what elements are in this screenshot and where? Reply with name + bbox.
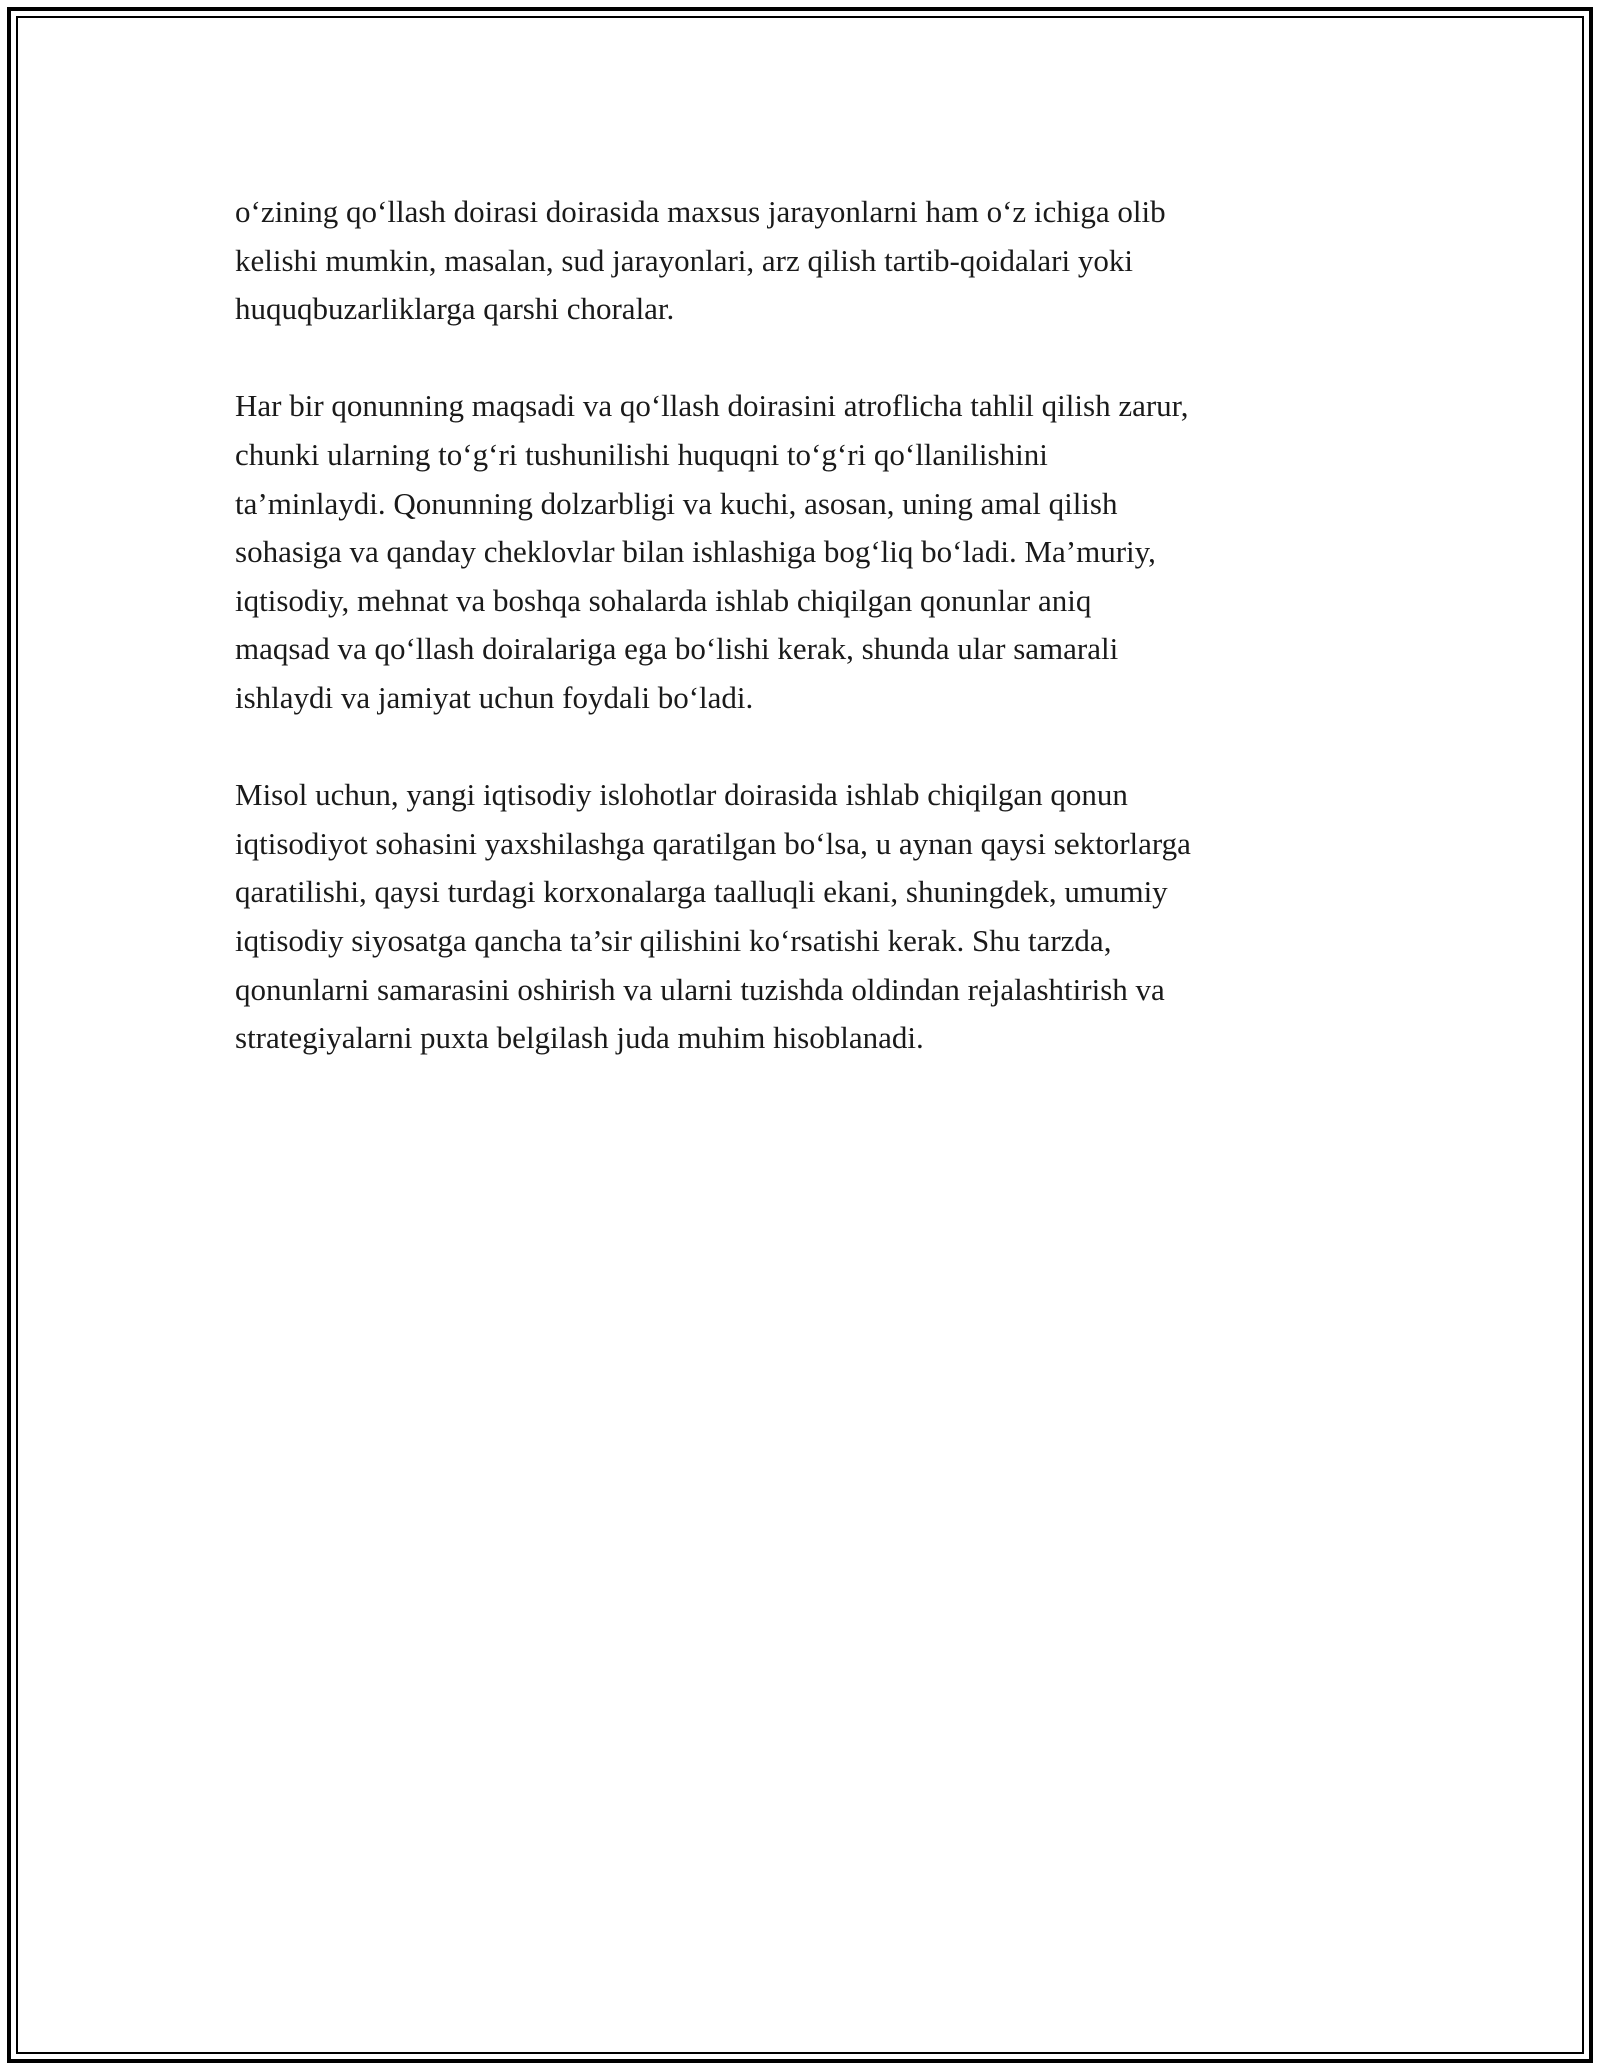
text-line: iqtisodiyot sohasini yaxshilashga qaratilgan bo‘lsa, u aynan qaysi sektorlarga <box>235 825 1191 861</box>
text-line: Misol uchun, yangi iqtisodiy islohotlar doirasida ishlab chiqilgan qonun <box>235 777 1128 813</box>
text-line: ta’minlaydi. Qonunning dolzarbligi va kuchi, asosan, uning amal qilish <box>235 485 1118 521</box>
text-line: qaratilishi, qaysi turdagi korxonalarga taalluqli ekani, shuningdek, umumiy <box>235 874 1168 910</box>
text-line: chunki ularning to‘g‘ri tushunilishi huquqni to‘g‘ri qo‘llanilishini <box>235 436 1048 472</box>
text-line: iqtisodiy, mehnat va boshqa sohalarda ishlab chiqilgan qonunlar aniq <box>235 582 1092 618</box>
text-line: o‘zining qo‘llash doirasi doirasida maxsus jarayonlarni ham o‘z ichiga olib <box>235 194 1166 229</box>
text-line: qonunlarni samarasini oshirish va ularni tuzishda oldindan rejalashtirish va <box>235 971 1165 1007</box>
text-line: huquqbuzarliklarga qarshi choralar. <box>235 291 675 327</box>
text-line: Har bir qonunning maqsadi va qo‘llash doirasini atroflicha tahlil qilish zarur, <box>235 388 1189 424</box>
text-line: maqsad va qo‘llash doiralariga ega bo‘lishi kerak, shunda ular samarali <box>235 631 1119 667</box>
paragraph-3 <box>235 771 1380 1063</box>
paragraph-1 <box>235 188 1380 334</box>
text-line: kelishi mumkin, masalan, sud jarayonlari, arz qilish tartib-qoidalari yoki <box>235 242 1133 278</box>
text-line: sohasiga va qanday cheklovlar bilan ishlashiga bog‘liq bo‘ladi. Ma’muriy, <box>235 534 1156 570</box>
text-line: iqtisodiy siyosatga qancha ta’sir qilishini ko‘rsatishi kerak. Shu tarzda, <box>235 922 1112 958</box>
paragraph-2 <box>235 382 1380 722</box>
document-body <box>235 188 1380 1111</box>
text-line: strategiyalarni puxta belgilash juda muhim hisoblanadi. <box>235 1020 924 1056</box>
text-line: ishlaydi va jamiyat uchun foydali bo‘ladi. <box>235 679 754 715</box>
